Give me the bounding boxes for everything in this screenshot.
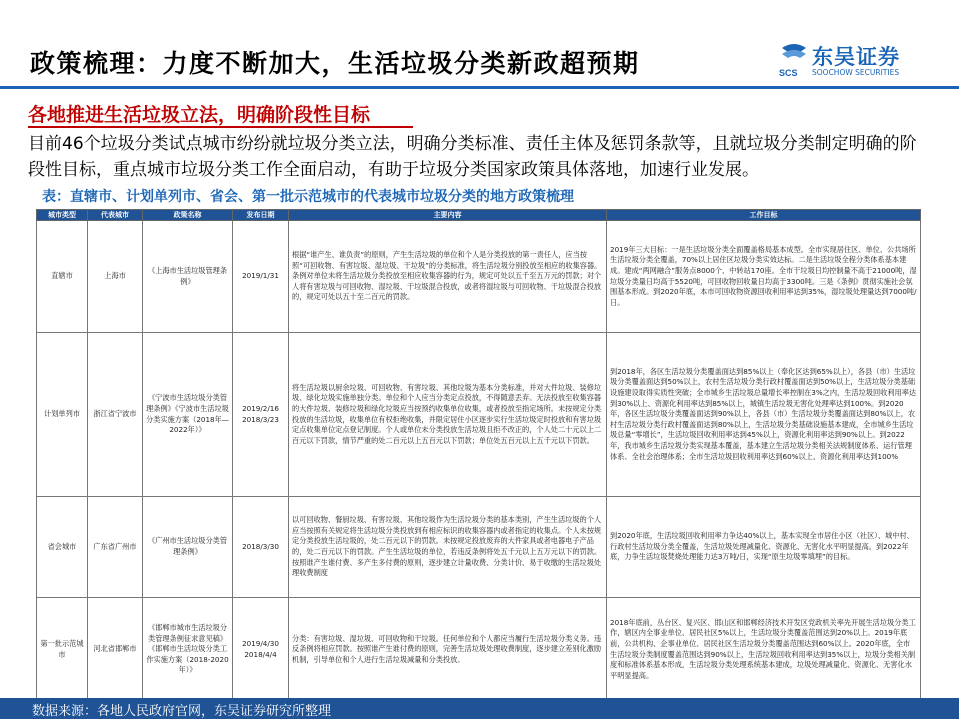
header-goal: 工作目标 (607, 210, 921, 221)
cell-city: 浙江省宁波市 (88, 333, 143, 497)
table-row (37, 333, 921, 497)
table-row (37, 598, 921, 702)
header-policy: 政策名称 (143, 210, 233, 221)
table-caption: 表：直辖市、计划单列市、省会、第一批示范城市的代表城市垃圾分类的地方政策梳理 (42, 189, 574, 205)
soochow-logo (778, 40, 948, 84)
logo-abbr: SCS (779, 68, 798, 78)
cell-city: 河北省邯郸市 (88, 598, 143, 702)
cell-goal: 2018年底前，丛台区、复兴区、邯山区和邯郸经济技术开发区党政机关率先开展生活垃圾分类工作，辖区内全事业单位、居民社区5%以上，生活垃圾分类覆盖范围达到20%以上。2019年底前，公共机构、企事业单位、居民社区生活垃圾分类覆盖范围达到60%以上。2020年底，全市生活垃圾分类制度覆盖范围达到90%以上，生活垃圾回收利用率达到35%以上，垃圾分类相关制度和标准体系基本形成，生活垃圾分类处理系统基本建成，垃圾处理减量化、资源化、无害化水平明显提高。 (607, 598, 921, 702)
cell-city-type: 第一批示范城市 (37, 598, 88, 702)
cell-goal: 到2018年，各区生活垃圾分类覆盖面达到85%以上（奉化区达到65%以上），各县（市）生活垃圾分类覆盖面达到50%以上，农村生活垃圾分类行政村覆盖面达到50%以上，生活垃圾分类基础设施建设取得实质性突破；全市城乡生活垃圾总量增长率控制在3%之内，生活垃圾回收利用率达到30%以上、资源化利用率达到85%以上，城镇生活垃圾无害化处理率达到100%。到2020年，各区生活垃圾分类覆盖面达到90%以上，各县（市）生活垃圾分类覆盖面达到80%以上，农村生活垃圾分类行政村覆盖面达到80%以上，生活垃圾分类基础设施基本建成，全市城乡生活垃圾总量“零增长”，生活垃圾回收利用率达到45%以上，资源化利用率达到90%以上。到2022年，我市城乡生活垃圾分类实现基本覆盖，基本建立生活垃圾分类相关法规制度体系、运行管理体系、全社会治理体系；全市生活垃圾回收利用率达到60%以上、资源化利用率达到100% (607, 333, 921, 497)
cell-city-type: 计划单列市 (37, 333, 88, 497)
cell-content: 将生活垃圾以厨余垃圾、可回收物、有害垃圾、其他垃圾为基本分类标准，并对大件垃圾、装修垃圾、绿化垃圾实施单独分类。单位和个人应当分类定点投放，不得随意丢弃。无法投放至收集容器的大件垃圾、装修垃圾和绿化垃圾应当按预约收集单位收集，或者投放至指定场所。未按规定分类投放的生活垃圾，收集单位有权拒绝收集，并限定居住小区逐步实行生活垃圾定时投放和有害垃圾定点收集单位定点登记制度。个人或单位未分类投放生活垃圾且拒不改正的，个人处二十元以上二百元以下罚款，情节严重的处二百元以上五百元以下罚款；单位处五百元以上五千元以下罚款。 (289, 333, 607, 497)
page-header (0, 0, 959, 86)
cell-date: 2019/2/16 2018/3/23 (233, 333, 289, 497)
cell-policy: 《广州市生活垃圾分类管理条例》 (143, 497, 233, 598)
cell-policy: 《邯郸市城市生活垃圾分类管理条例征求意见稿》《邯郸市生活垃圾分类工作实施方案（2018-2020年）》 (143, 598, 233, 702)
header-content: 主要内容 (289, 210, 607, 221)
cell-city: 广东省广州市 (88, 497, 143, 598)
table-row (37, 221, 921, 333)
summary-paragraph: 目前46个垃圾分类试点城市纷纷就垃圾分类立法，明确分类标准、责任主体及惩罚条款等，且就垃圾分类制定明确的阶段性目标，重点城市垃圾分类工作全面启动，有助于垃圾分类国家政策具体落地，加速行业发展。 (28, 134, 917, 180)
header-city: 代表城市 (88, 210, 143, 221)
cell-date: 2019/1/31 (233, 221, 289, 333)
cell-content: 以可回收物、餐厨垃圾、有害垃圾、其他垃圾作为生活垃圾分类的基本类别，产生生活垃圾的个人应当按照有关规定将生活垃圾分类投放到有相应标识的收集容器内或者指定的收集点。个人未按规定分类投放生活垃圾的，处二百元以下的罚款。未按规定投放废弃的大件家具或者电器电子产品的，处二百元以下的罚款。产生生活垃圾的单位，若违反条例将处五千元以上五万元以下的罚款。按照谁产生谁付费、多产生多付费的原则，逐步建立计量收费、分类计价、易于收缴的生活垃圾处理收费制度 (289, 497, 607, 598)
policy-table (36, 209, 921, 702)
cell-goal: 2019年三大目标：一是生活垃圾分类全面覆盖格局基本成型。全市实现居住区、单位、公共场所生活垃圾分类全覆盖，70%以上居住区垃圾分类实效达标。二是生活垃圾全程分类体系基本建成。建成“两网融合”服务点8000个、中转站170座。全市干垃圾日均控制量不高于21000吨，湿垃圾分类量日均高于5520吨，可回收物回收量日均高于3300吨。三是《条例》贯彻实施社会氛围基本形成。到2020年底，本市可回收物资源回收利用率达到35%，湿垃圾处理量达到7000吨/日。 (607, 221, 921, 333)
cell-city: 上海市 (88, 221, 143, 333)
logo-chinese-name: 东吴证券 (812, 45, 900, 69)
soochow-emblem-icon (778, 40, 810, 80)
page-title: 政策梳理：力度不断加大，生活垃圾分类新政超预期 (30, 49, 640, 78)
cell-goal: 到2020年底，生活垃圾回收利用率力争达40%以上，基本实现全市居住小区（社区）、城中村、行政村生活垃圾分类全覆盖，生活垃圾处理减量化、资源化、无害化水平明显提高。到2022年底，力争生活垃圾焚烧处理能力达3万吨/日，实现“原生垃圾零填埋”的目标。 (607, 497, 921, 598)
page-footer (0, 698, 959, 719)
cell-content: 分类：有害垃圾、湿垃圾、可回收物和干垃圾。任何单位和个人都应当履行生活垃圾分类义务。违反条例将相应罚款。按照谁产生谁付费的原则，完善生活垃圾处理收费制度，逐步建立差别化激励机制，引导单位和个人进行生活垃圾减量和分类投放。 (289, 598, 607, 702)
cell-content: 根据“谁产生、谁负责”的原则，产生生活垃圾的单位和个人是分类投放的第一责任人，应当按照“可回收物、有害垃圾、湿垃圾、干垃圾”的分类标准，将生活垃圾分别投放至相应的收集容器。条例对单位未将生活垃圾分类投放至相应收集容器的行为，规定可处以五千至五万元的罚款；对个人将有害垃圾与可回收物、湿垃圾、干垃圾混合投放，或者将湿垃圾与可回收物、干垃圾混合投放的，规定可处以五十至二百元的罚款。 (289, 221, 607, 333)
header-city-type: 城市类型 (37, 210, 88, 221)
section-subtitle: 各地推进生活垃圾立法，明确阶段性目标 (28, 104, 371, 126)
subtitle-underline (28, 126, 413, 128)
cell-city-type: 省会城市 (37, 497, 88, 598)
cell-date: 2018/3/30 (233, 497, 289, 598)
table-header-row (37, 210, 921, 221)
logo-english-name: SOOCHOW SECURITIES (812, 68, 900, 77)
header-divider (0, 86, 959, 89)
cell-date: 2019/4/30 2018/4/4 (233, 598, 289, 702)
header-date: 发布日期 (233, 210, 289, 221)
table-row (37, 497, 921, 598)
cell-policy: 《上海市生活垃圾管理条例》 (143, 221, 233, 333)
cell-policy: 《宁波市生活垃圾分类管理条例》《宁波市生活垃圾分类实施方案（2018年—2022年）》 (143, 333, 233, 497)
data-source: 数据来源：各地人民政府官网，东吴证券研究所整理 (32, 704, 332, 719)
cell-city-type: 直辖市 (37, 221, 88, 333)
